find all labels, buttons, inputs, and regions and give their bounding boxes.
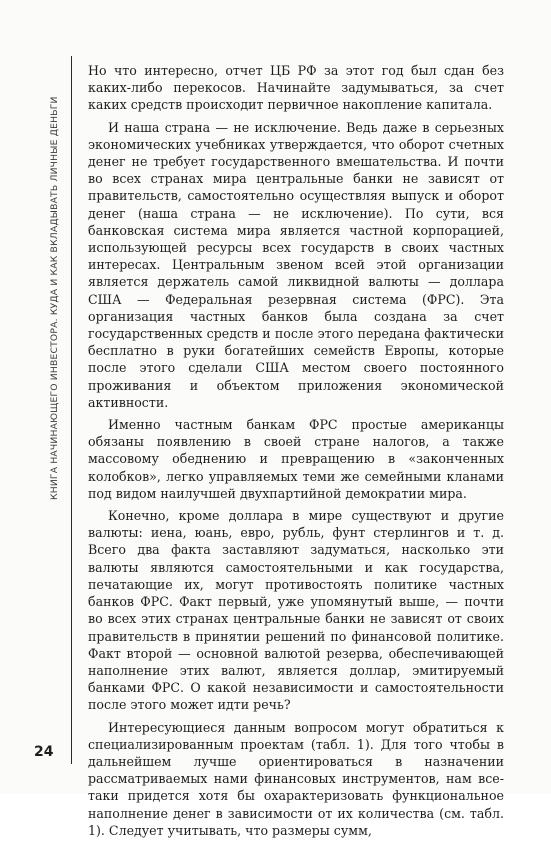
vertical-rule [71,56,72,764]
paragraph: Но что интересно, отчет ЦБ РФ за этот год был сдан без каких-либо перекосов. Начинайте задумываться, за счет каких средств происходит первичное накопление капитала. [88,63,504,113]
running-header: КНИГА НАЧИНАЮЩЕГО ИНВЕСТОРА. КУДА И КАК ВКЛАДЫВАТЬ ЛИЧНЫЕ ДЕНЬГИ [49,96,60,500]
paragraph: Интересующиеся данным вопросом могут обратиться к специализированным проектам (табл. 1). Для того чтобы в дальнейшем лучше ориентироваться в назначении рассматриваемых нами финансовых инструментов, нам все-таки придется хотя бы охарактеризовать функциональное наполнение денег в зависимости от их количества (см. табл. 1). Следует учитывать, что размеры сумм, [88,719,504,838]
page-number: 24 [34,744,54,760]
paragraph: Конечно, кроме доллара в мире существуют и другие валюты: иена, юань, евро, рубль, фунт стерлингов и т. д. Всего два факта заставляют задуматься, насколько эти валюты являются самостоятельными и как государства, печатающие их, могут противостоять политике частных банков ФРС. Факт первый, уже упомянутый выше, — почти во всех этих странах центральные банки не зависят от своих правительств в принятии решений по финансовой политике. Факт второй — основной валютой резерва, обеспечивающей наполнение этих валют, является доллар, эмитируемый банками ФРС. О какой независимости и самостоятельности после этого может идти речь? [88,508,504,713]
body-text [88,62,504,844]
paragraph: Именно частным банкам ФРС простые американцы обязаны появлению в своей стране налогов, а также массовому обеднению и превращению в «законченных колобков», легко управляемых теми же семейными кланами под видом наилучшей двухпартийной демократии мира. [88,417,504,501]
paragraph: И наша страна — не исключение. Ведь даже в серьезных экономических учебниках утверждается, что оборот счетных денег не требует государственного вмешательства. И почти во всех странах мира центральные банки не зависят от правительств, самостоятельно осуществляя выпуск и оборот денег (наша страна — не исключение). По сути, вся банковская система мира является частной корпорацией, использующей ресурсы всех государств в своих частных интересах. Центральным звеном всей этой организации является держатель самой ликвидной валюты — доллара США — Федеральная резервная система (ФРС). Эта организация частных банков была создана за счет государственных средств и после этого передана фактически бесплатно в руки богатейших семейств Европы, которые после этого сделали США местом своего постоянного проживания и объектом приложения экономической активности. [88,119,504,410]
